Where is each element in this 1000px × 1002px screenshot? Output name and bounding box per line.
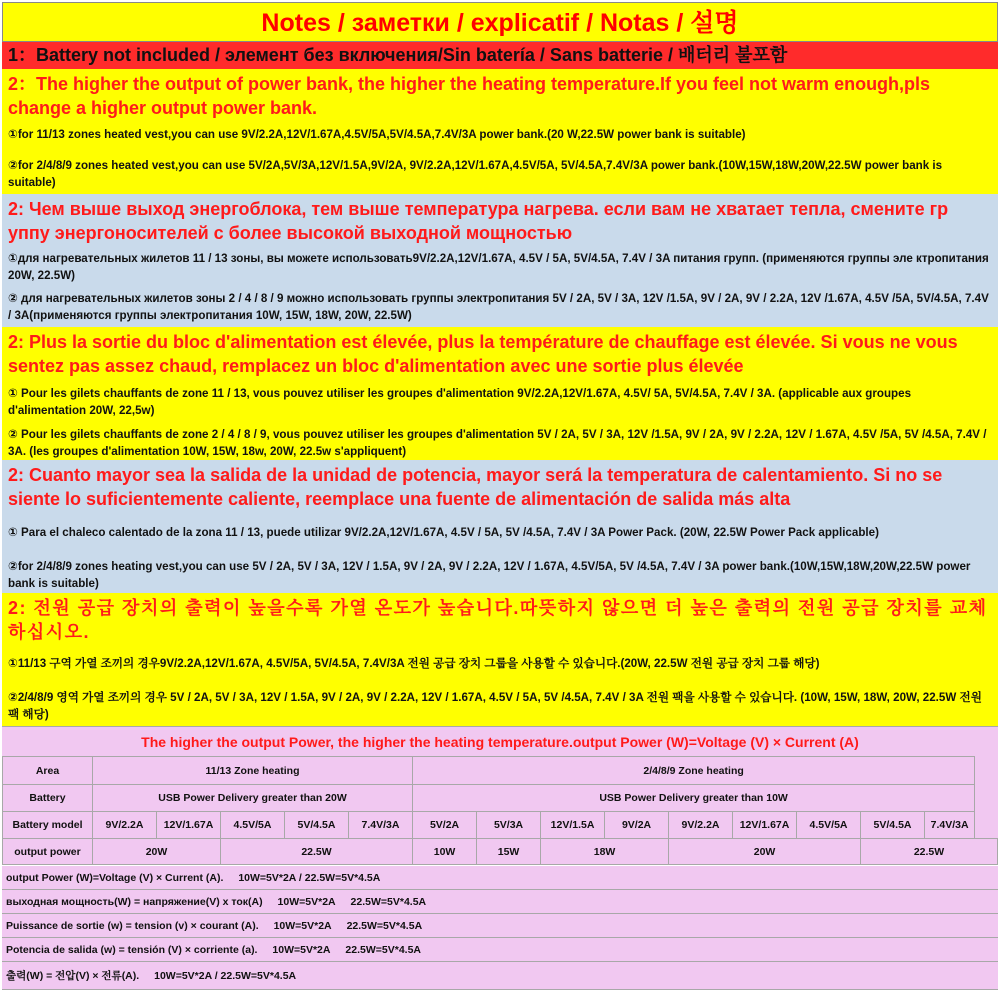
area-11-13: 11/13 Zone heating [93,757,413,785]
section-heading: 2: Cuanto mayor sea la salida de la unidad de potencia, mayor será la temperatura de calentamiento. Si no se siente lo suficientemente caliente, reemplace una fuente de alimentación de salida más alta [8,465,943,509]
formula-row-english [2,866,998,890]
section-french [2,327,998,460]
table-title-bar [2,726,998,756]
battery-note: 1：Battery not included / элемент без включения/Sin batería / Sans batterie / 배터리 불포함 [2,42,998,69]
model-cell: 12V/1.67A [733,812,797,839]
formula-example: 22.5W=5V*4.5A [350,896,427,908]
model-cell: 9V/2.2A [93,812,157,839]
formula-example: 10W=5V*2A [277,896,336,908]
section-item: ① Pour les gilets chauffants de zone 11 / 13, vous pouvez utiliser les groupes d'alimentation 9V/2.2A,12V/1.67A, 4.5V/ 5A, 5V/4.5A, 7.4V / 3A. (applicable aux groupes d'alimentation 20W, 22,5w) [8,387,912,417]
table-row [3,757,998,785]
table-title: The higher the output Power, the higher the heating temperature.output Power (W)=Voltage (V) × Current (A) [141,734,859,750]
row-label: Battery [3,785,93,812]
section-item: ② для нагревательных жилетов зоны 2 / 4 / 8 / 9 можно использовать группы электропитания 5V / 2A, 5V / 3A, 12V /1.5A, 9V / 2A, 9V / 2.2A, 12V /1.67A, 4.5V /5A, 5V/4.5A, 7.4V / 3A(применяются группы электропитания 10W, 15W, 18W, 20W, 22.5W) [8,292,989,322]
model-cell: 5V/2A [413,812,477,839]
model-cell: 4.5V/5A [797,812,861,839]
section-russian [2,194,998,327]
table-row [3,785,998,812]
battery-11-13: USB Power Delivery greater than 20W [93,785,413,812]
formula-text: Potencia de salida (w) = tensión (V) × corriente (a). [6,944,258,956]
section-korean [2,593,998,726]
row-label: output power [3,839,93,865]
formula-row-korean [2,962,998,990]
section-heading: 2: Чем выше выход энергоблока, тем выше температура нагрева. если вам не хватает тепла, смените гр уппу энергоносителей с более высокой выходной мощностью [8,199,949,243]
formula-example: 10W=5V*2A [273,920,332,932]
section-item: ② Pour les gilets chauffants de zone 2 / 4 / 8 / 9, vous pouvez utiliser les groupes d'alimentation 5V / 2A, 5V / 3A, 12V /1.5A, 9V / 2A, 9V / 2.2A, 12V / 1.67A, 4.5V /5A, 5V /4.5A, 7.4V / 3A. (les groupes d'alimentation 10W, 15W, 18w, 20W, 22.5w s'appliquent) [8,428,987,458]
section-item: ②2/4/8/9 영역 가열 조끼의 경우 5V / 2A, 5V / 3A, 12V / 1.5A, 9V / 2A, 9V / 2.2A, 12V / 1.67A, 4.5V / 5A, 5V /4.5A, 7.4V / 3A 전원 팩을 사용할 수 있습니다. (10W, 15W, 18W, 20W, 22.5W 전원 팩 해당) [8,691,982,721]
model-cell: 7.4V/3A [925,812,975,839]
formula-row-spanish [2,938,998,962]
section-item: ①11/13 구역 가열 조끼의 경우9V/2.2A,12V/1.67A, 4.5V/5A, 5V/4.5A, 7.4V/3A 전원 공급 장치 그룹을 사용할 수 있습니다.(20W, 22.5W 전원 공급 장치 그룹 해당) [8,657,820,670]
section-spanish [2,460,998,593]
section-heading: 2: Plus la sortie du bloc d'alimentation est élevée, plus la température de chauffage est élevée. Si vous ne vous sentez pas assez chaud, remplacez un bloc d'alimentation avec une sortie plus élevée [8,332,958,376]
table-row [3,812,998,839]
model-cell: 5V/4.5A [861,812,925,839]
output-cell: 15W [477,839,541,865]
section-item: ① Para el chaleco calentado de la zona 11 / 13, puede utilizar 9V/2.2A,12V/1.67A, 4.5V / 5A, 5V /4.5A, 7.4V / 3A Power Pack. (20W, 22.5W Power Pack applicable) [8,526,879,539]
formula-row-russian [2,890,998,914]
model-cell: 5V/4.5A [285,812,349,839]
model-cell: 9V/2A [605,812,669,839]
model-cell: 12V/1.67A [157,812,221,839]
page-title: Notes / заметки / explicatif / Notas / 설명 [2,2,998,42]
formula-example: 10W=5V*2A [272,944,331,956]
output-cell: 20W [669,839,861,865]
spec-table [2,756,998,865]
output-cell: 18W [541,839,669,865]
section-heading: 2: 전원 공급 장치의 출력이 높을수록 가열 온도가 높습니다.따뜻하지 않으면 더 높은 출력의 전원 공급 장치를 교체하십시오. [8,598,988,642]
row-label: Battery model [3,812,93,839]
formula-example: 22.5W=5V*4.5A [346,920,423,932]
section-item: ②for 2/4/8/9 zones heating vest,you can use 5V / 2A, 5V / 3A, 12V / 1.5A, 9V / 2A, 9V / 2.2A, 12V / 1.67A, 4.5V/5A, 5V /4.5A, 7.4V / 3A power bank.(10W,15W,18W,20W,22.5W power bank is suitable) [8,560,971,590]
output-cell: 20W [93,839,221,865]
output-cell: 10W [413,839,477,865]
output-cell: 22.5W [861,839,998,865]
table-row [3,839,998,865]
section-item: ①для нагревательных жилетов 11 / 13 зоны, вы можете использовать9V/2.2A,12V/1.67A, 4.5V / 5A, 5V/4.5A, 7.4V / 3A питания групп. (применяются группы эле ктропитания 20W, 22.5W) [8,252,989,282]
model-cell: 7.4V/3A [349,812,413,839]
section-item: ①for 11/13 zones heated vest,you can use 9V/2.2A,12V/1.67A,4.5V/5A,5V/4.5A,7.4V/3A power bank.(20 W,22.5W power bank is suitable) [8,128,746,141]
model-cell: 5V/3A [477,812,541,839]
section-item: ②for 2/4/8/9 zones heated vest,you can use 5V/2A,5V/3A,12V/1.5A,9V/2A, 9V/2.2A,12V/1.67A,4.5V/5A, 5V/4.5A,7.4V/3A power bank.(10W,15W,18W,20W,22.5W power bank is suitable) [8,159,943,189]
model-cell: 12V/1.5A [541,812,605,839]
section-english [2,69,998,194]
formula-example: 10W=5V*2A / 22.5W=5V*4.5A [238,872,381,884]
formula-example: 10W=5V*2A / 22.5W=5V*4.5A [154,970,297,982]
formula-text: Puissance de sortie (w) = tension (v) × courant (A). [6,920,259,932]
formula-text: output Power (W)=Voltage (V) × Current (A). [6,872,224,884]
notes-sheet [2,2,998,998]
row-label: Area [3,757,93,785]
battery-2-4-8-9: USB Power Delivery greater than 10W [413,785,975,812]
model-cell: 9V/2.2A [669,812,733,839]
area-2-4-8-9: 2/4/8/9 Zone heating [413,757,975,785]
output-cell: 22.5W [221,839,413,865]
formula-text: 출력(W) = 전압(V) × 전류(A). [6,970,140,982]
formula-row-french [2,914,998,938]
section-heading: 2：The higher the output of power bank, the higher the heating temperature.If you feel not warm enough,pls change a higher output power bank. [8,74,931,118]
formula-text: выходная мощность(W) = напряжение(V) x ток(A) [6,896,263,908]
formula-example: 22.5W=5V*4.5A [345,944,421,956]
model-cell: 4.5V/5A [221,812,285,839]
